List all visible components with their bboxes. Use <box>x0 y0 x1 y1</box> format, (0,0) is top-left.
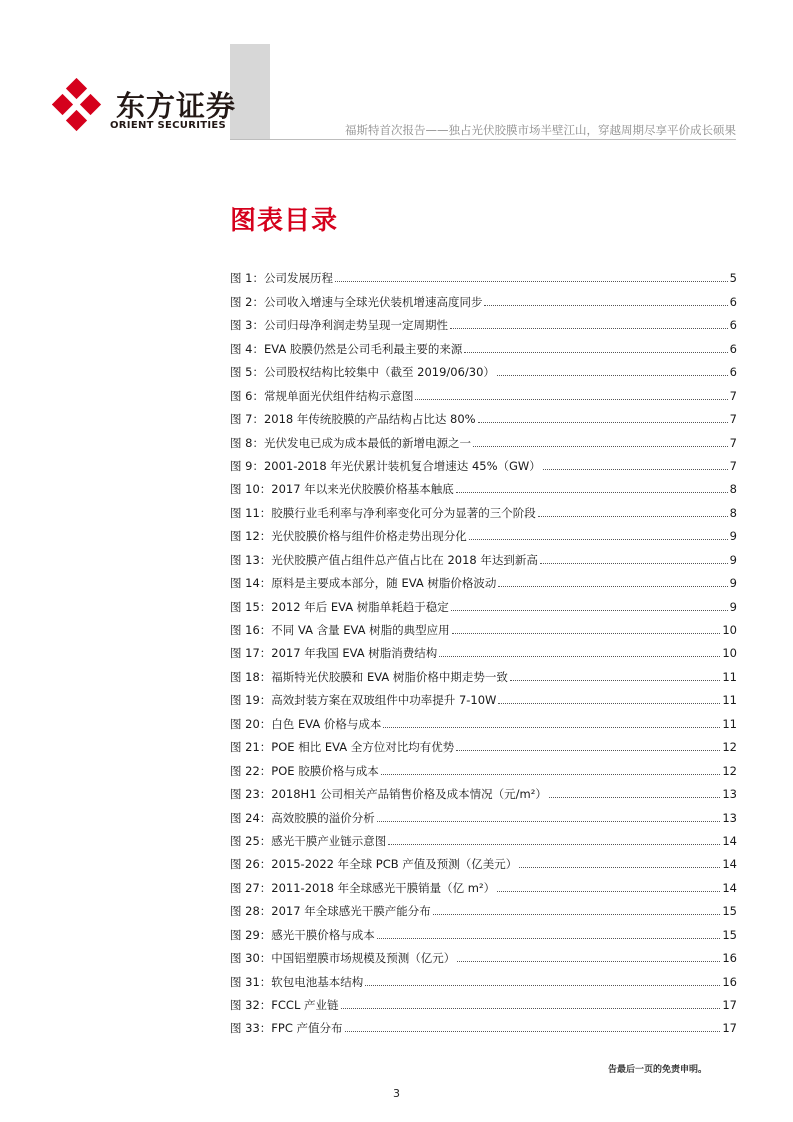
toc-entry-page: 9 <box>729 576 737 591</box>
toc-entry[interactable] <box>230 848 737 871</box>
toc-entry[interactable] <box>230 496 737 519</box>
toc-dot-leader <box>433 914 721 915</box>
toc-entry[interactable] <box>230 918 737 941</box>
toc-entry-page: 16 <box>722 974 737 989</box>
toc-entry-page: 11 <box>722 716 737 731</box>
toc-entry-page: 9 <box>729 552 737 567</box>
toc-dot-leader <box>498 586 727 587</box>
toc-entry-title: 图 16：不同 VA 含量 EVA 树脂的典型应用 <box>230 623 450 637</box>
toc-entry-title: 图 20：白色 EVA 价格与成本 <box>230 716 382 731</box>
toc-entry-page: 7 <box>729 458 737 473</box>
toc-entry[interactable] <box>230 965 737 988</box>
toc-entry[interactable] <box>230 520 737 543</box>
toc-entry-title: 图 6：常规单面光伏组件结构示意图 <box>230 388 414 403</box>
toc-dot-leader <box>377 938 721 939</box>
toc-entry-title: 图 33：FPC 产值分布 <box>230 1021 343 1036</box>
company-logo <box>52 84 237 136</box>
toc-entry[interactable] <box>230 660 737 683</box>
toc-entry-page: 7 <box>729 388 737 403</box>
toc-entry-page: 6 <box>729 341 737 356</box>
header-divider <box>230 139 736 140</box>
toc-dot-leader <box>450 328 728 329</box>
report-title: 福斯特首次报告——独占光伏胶膜市场半壁江山，穿越周期尽享平价成长硕果 <box>345 123 736 137</box>
toc-dot-leader <box>377 821 721 822</box>
toc-dot-leader <box>510 680 720 681</box>
toc-entry[interactable] <box>230 309 737 332</box>
toc-entry[interactable] <box>230 356 737 379</box>
toc-entry-title: 图 17：2017 年我国 EVA 树脂消费结构 <box>230 646 438 661</box>
toc-dot-leader <box>473 446 728 447</box>
toc-entry-page: 6 <box>729 294 737 309</box>
toc-dot-leader <box>451 610 728 611</box>
toc-entry[interactable] <box>230 450 737 473</box>
toc-dot-leader <box>464 352 727 353</box>
toc-entry-title: 图 2：公司收入增速与全球光伏装机增速高度同步 <box>230 294 483 309</box>
toc-dot-leader <box>540 563 728 564</box>
toc-entry-page: 6 <box>729 365 737 380</box>
toc-dot-leader <box>484 305 727 306</box>
toc-entry[interactable] <box>230 403 737 426</box>
toc-entry-title: 图 7：2018 年传统胶膜的产品结构占比达 80% <box>230 412 476 427</box>
toc-entry-page: 7 <box>729 412 737 427</box>
toc-entry-page: 6 <box>729 318 737 333</box>
toc-entry-title: 图 15：2012 年后 EVA 树脂单耗趋于稳定 <box>230 599 449 614</box>
toc-entry-title: 图 9：2001-2018 年光伏累计装机复合增速达 45%（GW） <box>230 458 541 473</box>
toc-entry-title: 图 21：POE 相比 EVA 全方位对比均有优势 <box>230 740 455 755</box>
toc-entry-title: 图 8：光伏发电已成为成本最低的新增电源之一 <box>230 435 471 450</box>
toc-entry-page: 10 <box>722 623 737 637</box>
toc-dot-leader <box>383 727 720 728</box>
toc-entry[interactable] <box>230 637 737 660</box>
toc-entry[interactable] <box>230 590 737 613</box>
toc-entry-title: 图 22：POE 胶膜价格与成本 <box>230 763 379 778</box>
toc-dot-leader <box>452 633 721 634</box>
toc-entry-page: 17 <box>722 1021 737 1036</box>
toc-entry[interactable] <box>230 989 737 1012</box>
toc-dot-leader <box>335 281 728 282</box>
toc-entry[interactable] <box>230 731 737 754</box>
toc-entry-title: 图 10：2017 年以来光伏胶膜价格基本触底 <box>230 482 454 497</box>
toc-entry-page: 14 <box>722 857 737 872</box>
toc-entry[interactable] <box>230 684 737 707</box>
toc-dot-leader <box>478 422 728 423</box>
toc-entry[interactable] <box>230 426 737 449</box>
toc-entry-title: 图 18：福斯特光伏胶膜和 EVA 树脂价格中期走势一致 <box>230 669 508 684</box>
toc-entry-title: 图 32：FCCL 产业链 <box>230 998 339 1012</box>
toc-dot-leader <box>415 399 727 400</box>
toc-entry-title: 图 3：公司归母净利润走势呈现一定周期性 <box>230 318 448 333</box>
toc-entry[interactable] <box>230 942 737 965</box>
toc-entry-title: 图 14：原料是主要成本部分，随 EVA 树脂价格波动 <box>230 576 497 591</box>
toc-entry[interactable] <box>230 825 737 848</box>
toc-entry-title: 图 23：2018H1 公司相关产品销售价格及成本情况（元/m²） <box>230 787 547 802</box>
toc-entry[interactable] <box>230 379 737 402</box>
toc-entry[interactable] <box>230 778 737 801</box>
toc-entry[interactable] <box>230 614 737 637</box>
toc-entry-page: 9 <box>729 599 737 614</box>
toc-entry[interactable] <box>230 567 737 590</box>
toc-entry-title: 图 24：高效胶膜的溢价分析 <box>230 810 375 825</box>
toc-entry[interactable] <box>230 801 737 824</box>
toc-entry[interactable] <box>230 543 737 566</box>
toc-entry-page: 16 <box>722 951 737 966</box>
toc-entry-title: 图 26：2015-2022 年全球 PCB 产值及预测（亿美元） <box>230 857 518 872</box>
toc-entry[interactable] <box>230 1012 737 1035</box>
toc-entry[interactable] <box>230 895 737 918</box>
toc-entry-page: 13 <box>722 810 737 825</box>
toc-dot-leader <box>456 492 728 493</box>
toc-entry[interactable] <box>230 754 737 777</box>
disclaimer-note: 告最后一页的免责申明。 <box>607 1065 707 1075</box>
toc-entry-page: 15 <box>722 904 737 919</box>
toc-entry-page: 14 <box>722 880 737 895</box>
toc-entry-title: 图 30：中国铝塑膜市场规模及预测（亿元） <box>230 951 456 966</box>
toc-entry-title: 图 12：光伏胶膜价格与组件价格走势出现分化 <box>230 529 467 544</box>
toc-dot-leader <box>388 844 720 845</box>
toc-dot-leader <box>498 703 720 704</box>
toc-entry-title: 图 25：感光干膜产业链示意图 <box>230 833 387 848</box>
toc-entry-title: 图 5：公司股权结构比较集中（截至 2019/06/30） <box>230 365 495 380</box>
toc-entry-page: 13 <box>722 787 737 802</box>
diamond-logo-icon <box>52 78 108 134</box>
toc-dot-leader <box>456 750 720 751</box>
toc-dot-leader <box>497 891 720 892</box>
page-number: 3 <box>393 1087 400 1100</box>
toc-entry[interactable] <box>230 285 737 308</box>
table-of-figures <box>230 262 737 1035</box>
toc-entry[interactable] <box>230 332 737 355</box>
toc-entry-title: 图 28：2017 年全球感光干膜产能分布 <box>230 904 431 919</box>
toc-entry-title: 图 4：EVA 胶膜仍然是公司毛利最主要的来源 <box>230 341 463 356</box>
toc-dot-leader <box>457 961 720 962</box>
toc-entry-title: 图 31：软包电池基本结构 <box>230 974 364 989</box>
toc-entry-page: 15 <box>722 927 737 942</box>
toc-entry-page: 17 <box>722 998 737 1012</box>
toc-entry-page: 7 <box>729 435 737 450</box>
toc-entry-page: 10 <box>722 646 737 661</box>
logo-chinese-name: 东方证券 <box>116 89 237 123</box>
toc-entry-title: 图 29：感光干膜价格与成本 <box>230 927 375 942</box>
toc-entry[interactable] <box>230 707 737 730</box>
toc-entry-page: 12 <box>722 740 737 755</box>
toc-entry-page: 8 <box>729 505 737 520</box>
toc-entry[interactable] <box>230 473 737 496</box>
toc-dot-leader <box>341 1008 721 1009</box>
toc-dot-leader <box>497 375 728 376</box>
toc-dot-leader <box>549 797 720 798</box>
toc-entry-title: 图 27：2011-2018 年全球感光干膜销量（亿 m²） <box>230 880 496 895</box>
toc-entry-title: 图 13：光伏胶膜产值占组件总产值占比在 2018 年达到新高 <box>230 552 538 567</box>
toc-entry-page: 9 <box>729 529 737 544</box>
toc-dot-leader <box>345 1031 721 1032</box>
toc-entry-page: 11 <box>722 693 737 708</box>
toc-entry-page: 5 <box>729 271 737 286</box>
logo-english-name: ORIENT SECURITIES <box>110 120 227 131</box>
toc-dot-leader <box>469 539 728 540</box>
toc-entry[interactable] <box>230 262 737 285</box>
toc-dot-leader <box>365 985 720 986</box>
toc-entry-page: 11 <box>722 669 737 684</box>
toc-dot-leader <box>381 774 721 775</box>
toc-dot-leader <box>439 656 720 657</box>
toc-entry[interactable] <box>230 871 737 894</box>
toc-entry-title: 图 19：高效封装方案在双玻组件中功率提升 7-10W <box>230 693 497 708</box>
toc-dot-leader <box>543 469 728 470</box>
toc-entry-page: 12 <box>722 763 737 778</box>
toc-entry-page: 14 <box>722 833 737 848</box>
toc-entry-title: 图 1：公司发展历程 <box>230 271 333 286</box>
toc-dot-leader <box>519 867 720 868</box>
toc-entry-page: 8 <box>729 482 737 497</box>
section-title: 图表目录 <box>230 206 339 236</box>
toc-dot-leader <box>538 516 728 517</box>
toc-entry-title: 图 11：胶膜行业毛利率与净利率变化可分为显著的三个阶段 <box>230 505 536 520</box>
